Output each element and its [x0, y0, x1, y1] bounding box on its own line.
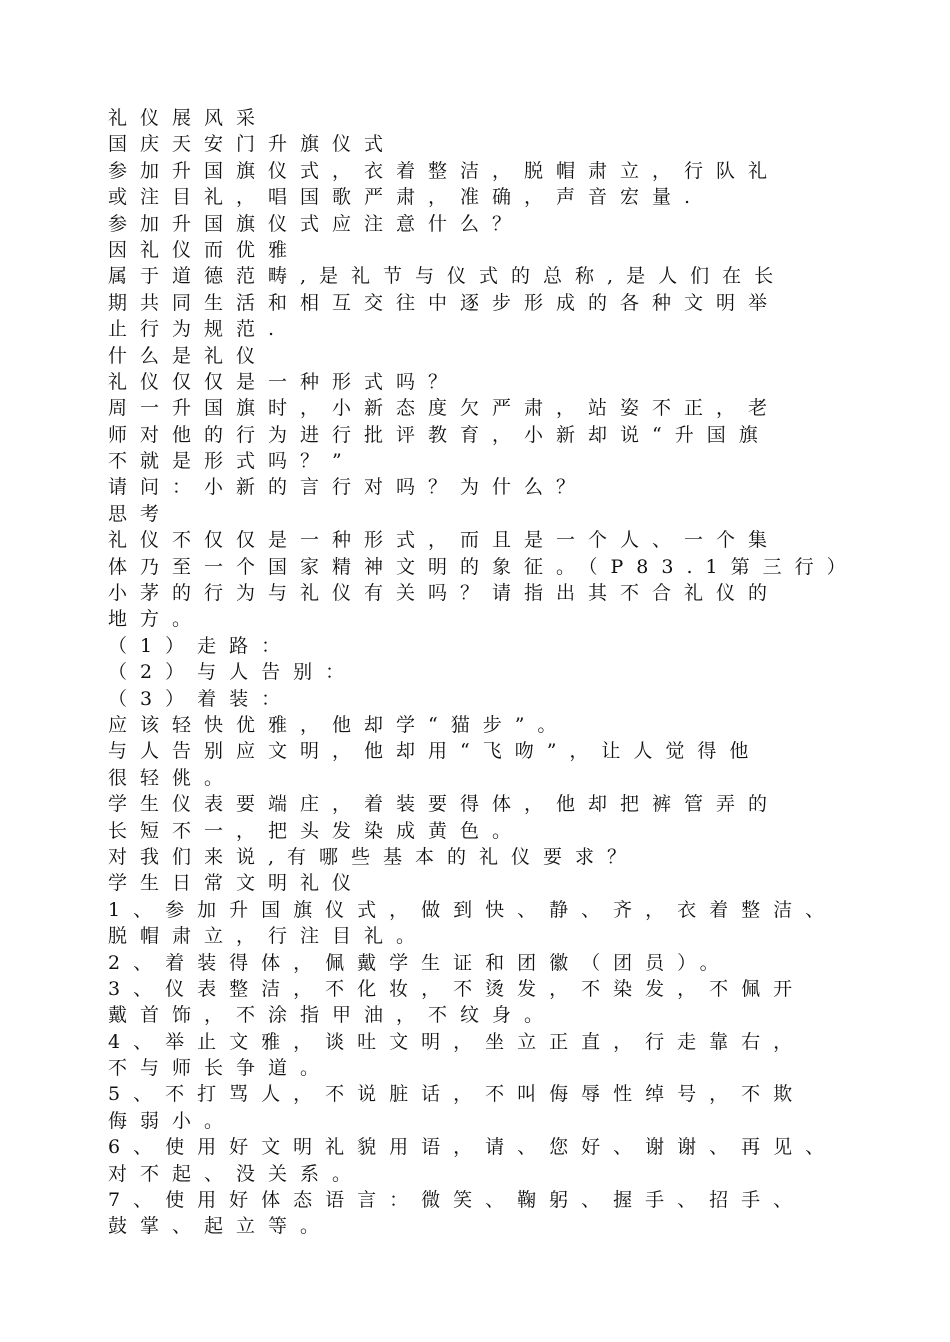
text-line: （2）与人告别：	[108, 661, 358, 684]
text-line: 小茅的行为与礼仪有关吗？请指出其不合礼仪的	[108, 582, 781, 605]
text-line: 礼仪仅仅是一种形式吗？	[108, 370, 461, 393]
text-line: 参加升国旗仪式应注意什么？	[108, 212, 525, 235]
text-line: 不与师长争道。	[108, 1057, 333, 1080]
text-line: 5、不打骂人，不说脏话，不叫侮辱性绰号，不欺	[108, 1083, 806, 1106]
text-line: 期共同生活和相互交往中逐步形成的各种文明举	[108, 291, 781, 314]
text-line: 对不起、没关系。	[108, 1162, 365, 1185]
text-line: 脱帽肃立，行注目礼。	[108, 925, 429, 948]
text-line: 长短不一，把头发染成黄色。	[108, 819, 525, 842]
text-line: 止行为规范.	[108, 318, 288, 341]
text-line: 思考	[108, 502, 173, 525]
text-line: 应该轻快优雅，他却学“猫步”。	[108, 713, 570, 736]
text-line: 与人告别应文明，他却用“飞吻”，让人觉得他	[108, 740, 762, 763]
text-line: （1）走路：	[108, 634, 294, 657]
text-line: 不就是形式吗？”	[108, 450, 355, 473]
text-line: 戴首饰，不涂指甲油，不纹身。	[108, 1004, 557, 1027]
text-line: 属于道德范畴,是礼节与仪式的总称,是人们在长	[108, 265, 787, 288]
document-body	[108, 105, 868, 1240]
document-title: 礼仪展风采	[108, 107, 269, 129]
text-line: 国庆天安门升旗仪式	[108, 133, 397, 156]
text-line: 师对他的行为进行批评教育，小新却说“升国旗	[108, 423, 771, 446]
text-line: 或注目礼，唱国歌严肃，准确，声音宏量.	[108, 186, 704, 209]
text-line: 因礼仪而优雅	[108, 238, 301, 261]
text-line: 什么是礼仪	[108, 344, 269, 367]
text-line: 7、使用好体态语言：微笑、鞠躬、握手、招手、	[108, 1189, 806, 1212]
text-line: 地方。	[108, 608, 205, 631]
text-line: 参加升国旗仪式，衣着整洁，脱帽肃立，行队礼	[108, 159, 781, 182]
text-line: 6、使用好文明礼貌用语，请、您好、谢谢、再见、	[108, 1136, 838, 1159]
text-line: 侮弱小。	[108, 1109, 237, 1132]
text-line: 对我们来说,有哪些基本的礼仪要求？	[108, 845, 640, 868]
text-line: 学生日常文明礼仪	[108, 872, 365, 895]
text-line: 请问：小新的言行对吗？为什么？	[108, 476, 589, 499]
text-line: （3）着装：	[108, 687, 294, 710]
text-line: 很轻佻。	[108, 766, 237, 789]
text-line: 周一升国旗时，小新态度欠严肃，站姿不正，老	[108, 397, 781, 420]
text-line: 1、参加升国旗仪式，做到快、静、齐，衣着整洁、	[108, 898, 838, 921]
text-line: 4、举止文雅，谈吐文明，坐立正直，行走靠右，	[108, 1030, 806, 1053]
text-line: 2、着装得体，佩戴学生证和团徽（团员）。	[108, 951, 732, 974]
text-line: 鼓掌、起立等。	[108, 1215, 333, 1238]
text-line: 3、仪表整洁，不化妆，不烫发，不染发，不佩开	[108, 977, 806, 1000]
text-line: 学生仪表要端庄，着装要得体，他却把裤管弄的	[108, 793, 781, 816]
text-line: 礼仪不仅仅是一种形式，而且是一个人、一个集	[108, 529, 781, 552]
text-line: 体乃至一个国家精神文明的象征。（P83.1第三行）	[108, 555, 859, 578]
